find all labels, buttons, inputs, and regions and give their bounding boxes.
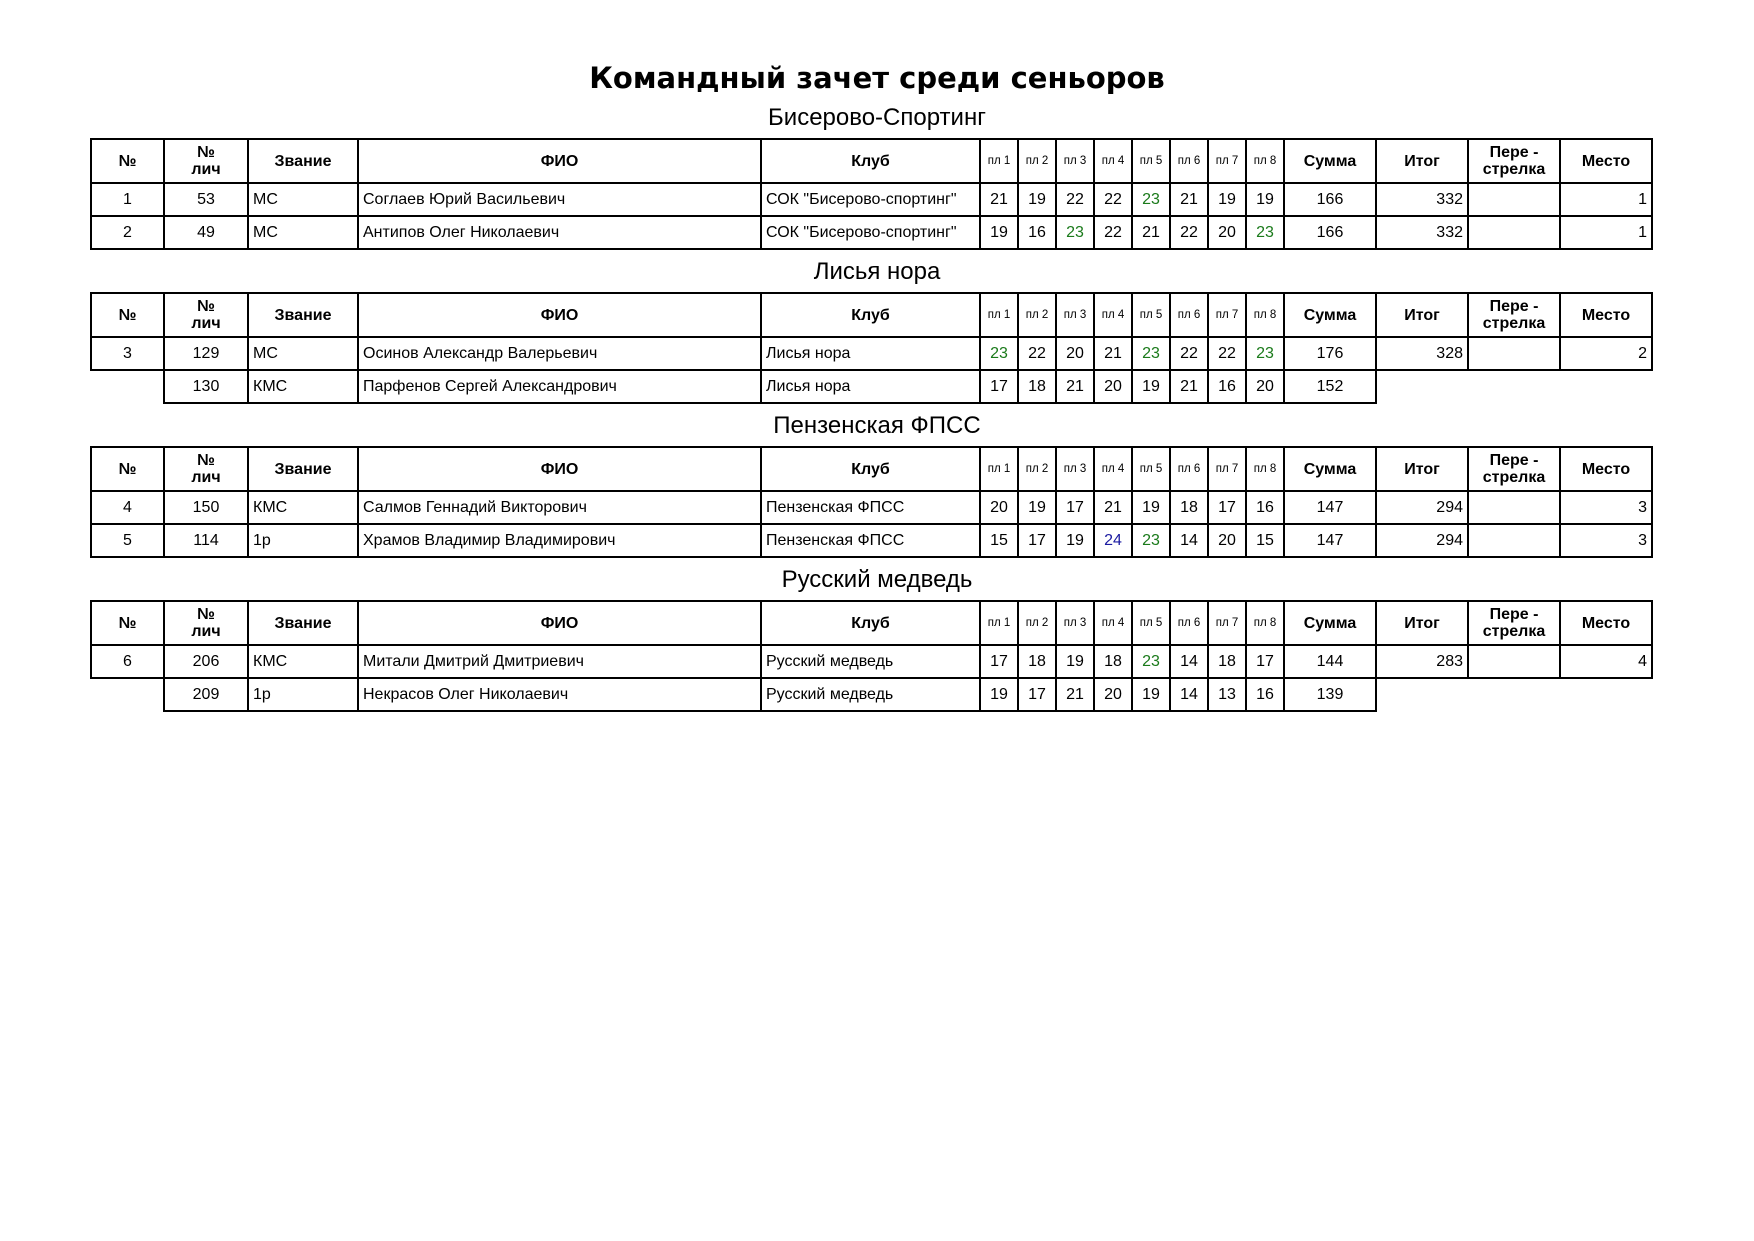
cell-score: 19 [1018,183,1056,216]
column-header: Сумма [1284,293,1376,337]
cell-itog: 332 [1376,183,1468,216]
cell-score: 23 [1132,183,1170,216]
cell-no: 2 [91,216,164,249]
cell-fio: Митали Дмитрий Дмитриевич [358,645,761,678]
cell-empty [1468,370,1560,403]
cell-score: 18 [1018,645,1056,678]
table-header-row [91,293,1652,337]
cell-score: 16 [1246,678,1284,711]
column-header: Звание [248,293,358,337]
column-header: пл 7 [1208,293,1246,337]
column-header: пл 2 [1018,447,1056,491]
column-header: пл 1 [980,601,1018,645]
cell-empty [1468,678,1560,711]
cell-score: 21 [1056,678,1094,711]
cell-score: 15 [980,524,1018,557]
column-header: Итог [1376,139,1468,183]
column-header: пл 2 [1018,293,1056,337]
cell-score: 21 [980,183,1018,216]
cell-score: 20 [1094,678,1132,711]
column-header: пл 1 [980,293,1018,337]
column-header: пл 3 [1056,293,1094,337]
cell-rank: 1р [248,678,358,711]
cell-score: 16 [1018,216,1056,249]
column-header: пл 6 [1170,139,1208,183]
cell-sum: 166 [1284,183,1376,216]
column-header: пл 4 [1094,139,1132,183]
cell-score: 20 [1056,337,1094,370]
cell-itog: 294 [1376,524,1468,557]
column-header: Пере - стрелка [1468,601,1560,645]
cell-score: 22 [1208,337,1246,370]
cell-club: СОК "Бисерово-спортинг" [761,183,980,216]
cell-fio: Салмов Геннадий Викторович [358,491,761,524]
cell-score: 14 [1170,524,1208,557]
column-header: Сумма [1284,601,1376,645]
column-header: № [91,293,164,337]
column-header: Итог [1376,601,1468,645]
cell-score: 23 [1056,216,1094,249]
cell-no: 1 [91,183,164,216]
cell-sum: 166 [1284,216,1376,249]
cell-score: 23 [1132,337,1170,370]
column-header: пл 7 [1208,601,1246,645]
cell-sum: 176 [1284,337,1376,370]
cell-fio: Парфенов Сергей Александрович [358,370,761,403]
cell-score: 23 [1132,524,1170,557]
cell-score: 19 [980,678,1018,711]
cell-score: 18 [1208,645,1246,678]
cell-score: 19 [1056,645,1094,678]
cell-score: 19 [980,216,1018,249]
cell-sum: 147 [1284,491,1376,524]
column-header: Пере - стрелка [1468,293,1560,337]
cell-score: 19 [1132,678,1170,711]
cell-score: 22 [1170,337,1208,370]
cell-score: 23 [1246,216,1284,249]
column-header: № лич [164,601,248,645]
cell-score: 21 [1094,491,1132,524]
cell-score: 19 [1246,183,1284,216]
column-header: Место [1560,139,1652,183]
column-header: № лич [164,139,248,183]
cell-rank: КМС [248,491,358,524]
column-header: пл 2 [1018,139,1056,183]
cell-club: Русский медведь [761,645,980,678]
cell-score: 17 [980,645,1018,678]
column-header: Сумма [1284,139,1376,183]
cell-mesto: 2 [1560,337,1652,370]
column-header: ФИО [358,293,761,337]
cell-rank: МС [248,183,358,216]
cell-rank: 1р [248,524,358,557]
team-table [90,600,1653,712]
cell-sum: 147 [1284,524,1376,557]
column-header: пл 5 [1132,601,1170,645]
cell-pere [1468,337,1560,370]
cell-score: 21 [1132,216,1170,249]
cell-itog: 294 [1376,491,1468,524]
cell-club: СОК "Бисерово-спортинг" [761,216,980,249]
cell-itog: 332 [1376,216,1468,249]
cell-score: 14 [1170,645,1208,678]
table-row [91,183,1652,216]
cell-club: Пензенская ФПСС [761,524,980,557]
column-header: пл 8 [1246,139,1284,183]
cell-club: Русский медведь [761,678,980,711]
cell-pere [1468,491,1560,524]
table-row [91,678,1652,711]
cell-club: Пензенская ФПСС [761,491,980,524]
column-header: Клуб [761,139,980,183]
team-table [90,446,1653,558]
cell-score: 16 [1208,370,1246,403]
cell-sum: 139 [1284,678,1376,711]
team-title: Бисерово-Спортинг [768,104,986,131]
cell-score: 18 [1018,370,1056,403]
cell-mesto: 1 [1560,183,1652,216]
table-header-row [91,601,1652,645]
column-header: пл 3 [1056,139,1094,183]
table-row [91,524,1652,557]
cell-lich: 53 [164,183,248,216]
cell-pere [1468,524,1560,557]
table-row [91,645,1652,678]
cell-score: 22 [1170,216,1208,249]
cell-lich: 49 [164,216,248,249]
cell-no [91,678,164,711]
column-header: Итог [1376,447,1468,491]
cell-score: 13 [1208,678,1246,711]
cell-mesto: 1 [1560,216,1652,249]
cell-empty [1376,370,1468,403]
cell-sum: 152 [1284,370,1376,403]
table-row [91,216,1652,249]
column-header: пл 8 [1246,447,1284,491]
team-table [90,138,1653,250]
table-row [91,370,1652,403]
cell-score: 20 [1208,216,1246,249]
cell-rank: КМС [248,645,358,678]
column-header: пл 3 [1056,601,1094,645]
cell-club: Лисья нора [761,337,980,370]
column-header: Пере - стрелка [1468,139,1560,183]
column-header: Место [1560,293,1652,337]
team-table [90,292,1653,404]
cell-no: 5 [91,524,164,557]
cell-score: 19 [1018,491,1056,524]
team-title: Пензенская ФПСС [773,412,981,439]
cell-lich: 129 [164,337,248,370]
cell-score: 20 [1246,370,1284,403]
column-header: пл 6 [1170,293,1208,337]
cell-score: 16 [1246,491,1284,524]
cell-lich: 130 [164,370,248,403]
cell-fio: Антипов Олег Николаевич [358,216,761,249]
column-header: ФИО [358,447,761,491]
column-header: № [91,139,164,183]
column-header: пл 7 [1208,447,1246,491]
column-header: Сумма [1284,447,1376,491]
cell-score: 18 [1094,645,1132,678]
column-header: Звание [248,447,358,491]
cell-score: 21 [1094,337,1132,370]
cell-score: 17 [1246,645,1284,678]
cell-score: 21 [1170,183,1208,216]
cell-score: 21 [1056,370,1094,403]
column-header: пл 5 [1132,139,1170,183]
column-header: пл 3 [1056,447,1094,491]
cell-score: 17 [1208,491,1246,524]
column-header: пл 5 [1132,447,1170,491]
column-header: пл 5 [1132,293,1170,337]
cell-no: 6 [91,645,164,678]
cell-score: 22 [1094,216,1132,249]
cell-score: 19 [1132,370,1170,403]
column-header: № [91,447,164,491]
column-header: Пере - стрелка [1468,447,1560,491]
column-header: № лич [164,293,248,337]
cell-score: 19 [1056,524,1094,557]
cell-fio: Соглаев Юрий Васильевич [358,183,761,216]
column-header: пл 7 [1208,139,1246,183]
cell-mesto: 3 [1560,491,1652,524]
column-header: пл 4 [1094,601,1132,645]
column-header: пл 4 [1094,293,1132,337]
cell-score: 19 [1208,183,1246,216]
cell-score: 23 [980,337,1018,370]
team-title: Лисья нора [813,258,941,285]
column-header: пл 2 [1018,601,1056,645]
cell-score: 20 [1208,524,1246,557]
cell-club: Лисья нора [761,370,980,403]
table-row [91,337,1652,370]
cell-no [91,370,164,403]
cell-score: 21 [1170,370,1208,403]
column-header: Клуб [761,447,980,491]
cell-itog: 283 [1376,645,1468,678]
column-header: пл 1 [980,139,1018,183]
cell-score: 19 [1132,491,1170,524]
column-header: № [91,601,164,645]
column-header: Место [1560,601,1652,645]
column-header: пл 8 [1246,293,1284,337]
cell-score: 18 [1170,491,1208,524]
cell-score: 23 [1132,645,1170,678]
column-header: Клуб [761,601,980,645]
cell-score: 24 [1094,524,1132,557]
cell-pere [1468,645,1560,678]
cell-score: 23 [1246,337,1284,370]
cell-score: 17 [1018,678,1056,711]
cell-itog: 328 [1376,337,1468,370]
column-header: Место [1560,447,1652,491]
cell-lich: 206 [164,645,248,678]
cell-lich: 114 [164,524,248,557]
cell-lich: 209 [164,678,248,711]
cell-score: 14 [1170,678,1208,711]
page-title: Командный зачет среди сеньоров [589,61,1165,95]
table-row [91,491,1652,524]
column-header: пл 8 [1246,601,1284,645]
cell-score: 17 [1018,524,1056,557]
cell-fio: Храмов Владимир Владимирович [358,524,761,557]
cell-pere [1468,183,1560,216]
cell-rank: МС [248,216,358,249]
cell-no: 3 [91,337,164,370]
cell-no: 4 [91,491,164,524]
cell-score: 22 [1056,183,1094,216]
column-header: ФИО [358,139,761,183]
column-header: Звание [248,139,358,183]
table-header-row [91,447,1652,491]
column-header: пл 6 [1170,447,1208,491]
column-header: № лич [164,447,248,491]
cell-score: 15 [1246,524,1284,557]
cell-score: 22 [1094,183,1132,216]
cell-rank: КМС [248,370,358,403]
column-header: ФИО [358,601,761,645]
cell-empty [1560,678,1652,711]
cell-score: 17 [980,370,1018,403]
cell-mesto: 4 [1560,645,1652,678]
cell-sum: 144 [1284,645,1376,678]
column-header: Клуб [761,293,980,337]
cell-score: 20 [1094,370,1132,403]
cell-score: 20 [980,491,1018,524]
cell-fio: Некрасов Олег Николаевич [358,678,761,711]
cell-empty [1560,370,1652,403]
cell-score: 22 [1018,337,1056,370]
cell-fio: Осинов Александр Валерьевич [358,337,761,370]
cell-score: 17 [1056,491,1094,524]
column-header: Звание [248,601,358,645]
team-title: Русский медведь [781,566,973,593]
column-header: Итог [1376,293,1468,337]
cell-lich: 150 [164,491,248,524]
column-header: пл 1 [980,447,1018,491]
cell-empty [1376,678,1468,711]
cell-rank: МС [248,337,358,370]
cell-pere [1468,216,1560,249]
column-header: пл 6 [1170,601,1208,645]
cell-mesto: 3 [1560,524,1652,557]
table-header-row [91,139,1652,183]
column-header: пл 4 [1094,447,1132,491]
